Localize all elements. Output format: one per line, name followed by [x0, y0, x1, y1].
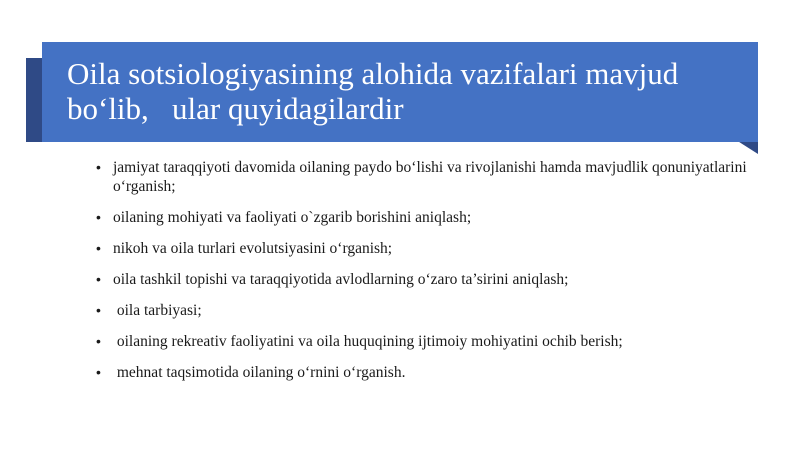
bullet-text: oila tashkil topishi va taraqqiyotida avlodlarning o‘zaro ta’sirini aniqlash;	[113, 271, 569, 288]
bullet-item	[96, 301, 756, 320]
bullet-text: oilaning rekreativ faoliyatini va oila huquqining ijtimoiy mohiyatini ochib berish;	[113, 333, 623, 350]
bullet-text: jamiyat taraqqiyoti davomida oilaning paydo bo‘lishi va rivojlanishi hamda mavjudlik qonuniyatlarini o‘rganish;	[113, 159, 751, 195]
title-banner	[42, 42, 758, 142]
bullet-item	[96, 239, 756, 258]
bullet-text: oilaning mohiyati va faoliyati o`zgarib borishini aniqlash;	[113, 209, 472, 226]
bullet-item	[96, 158, 756, 196]
bullet-item	[96, 332, 756, 351]
bullet-item	[96, 208, 756, 227]
bullet-text: nikoh va oila turlari evolutsiyasini o‘rganish;	[113, 240, 393, 257]
banner-fold-right	[736, 140, 758, 154]
bullet-text: mehnat taqsimotida oilaning o‘rnini o‘rganish.	[113, 364, 406, 381]
bullet-list	[96, 158, 756, 394]
bullet-item	[96, 363, 756, 382]
slide-title: Oila sotsiologiyasining alohida vazifalari mavjud bo‘lib, ular quyidagilardir	[67, 56, 687, 126]
bullet-item	[96, 270, 756, 289]
bullet-text: oila tarbiyasi;	[113, 302, 202, 319]
